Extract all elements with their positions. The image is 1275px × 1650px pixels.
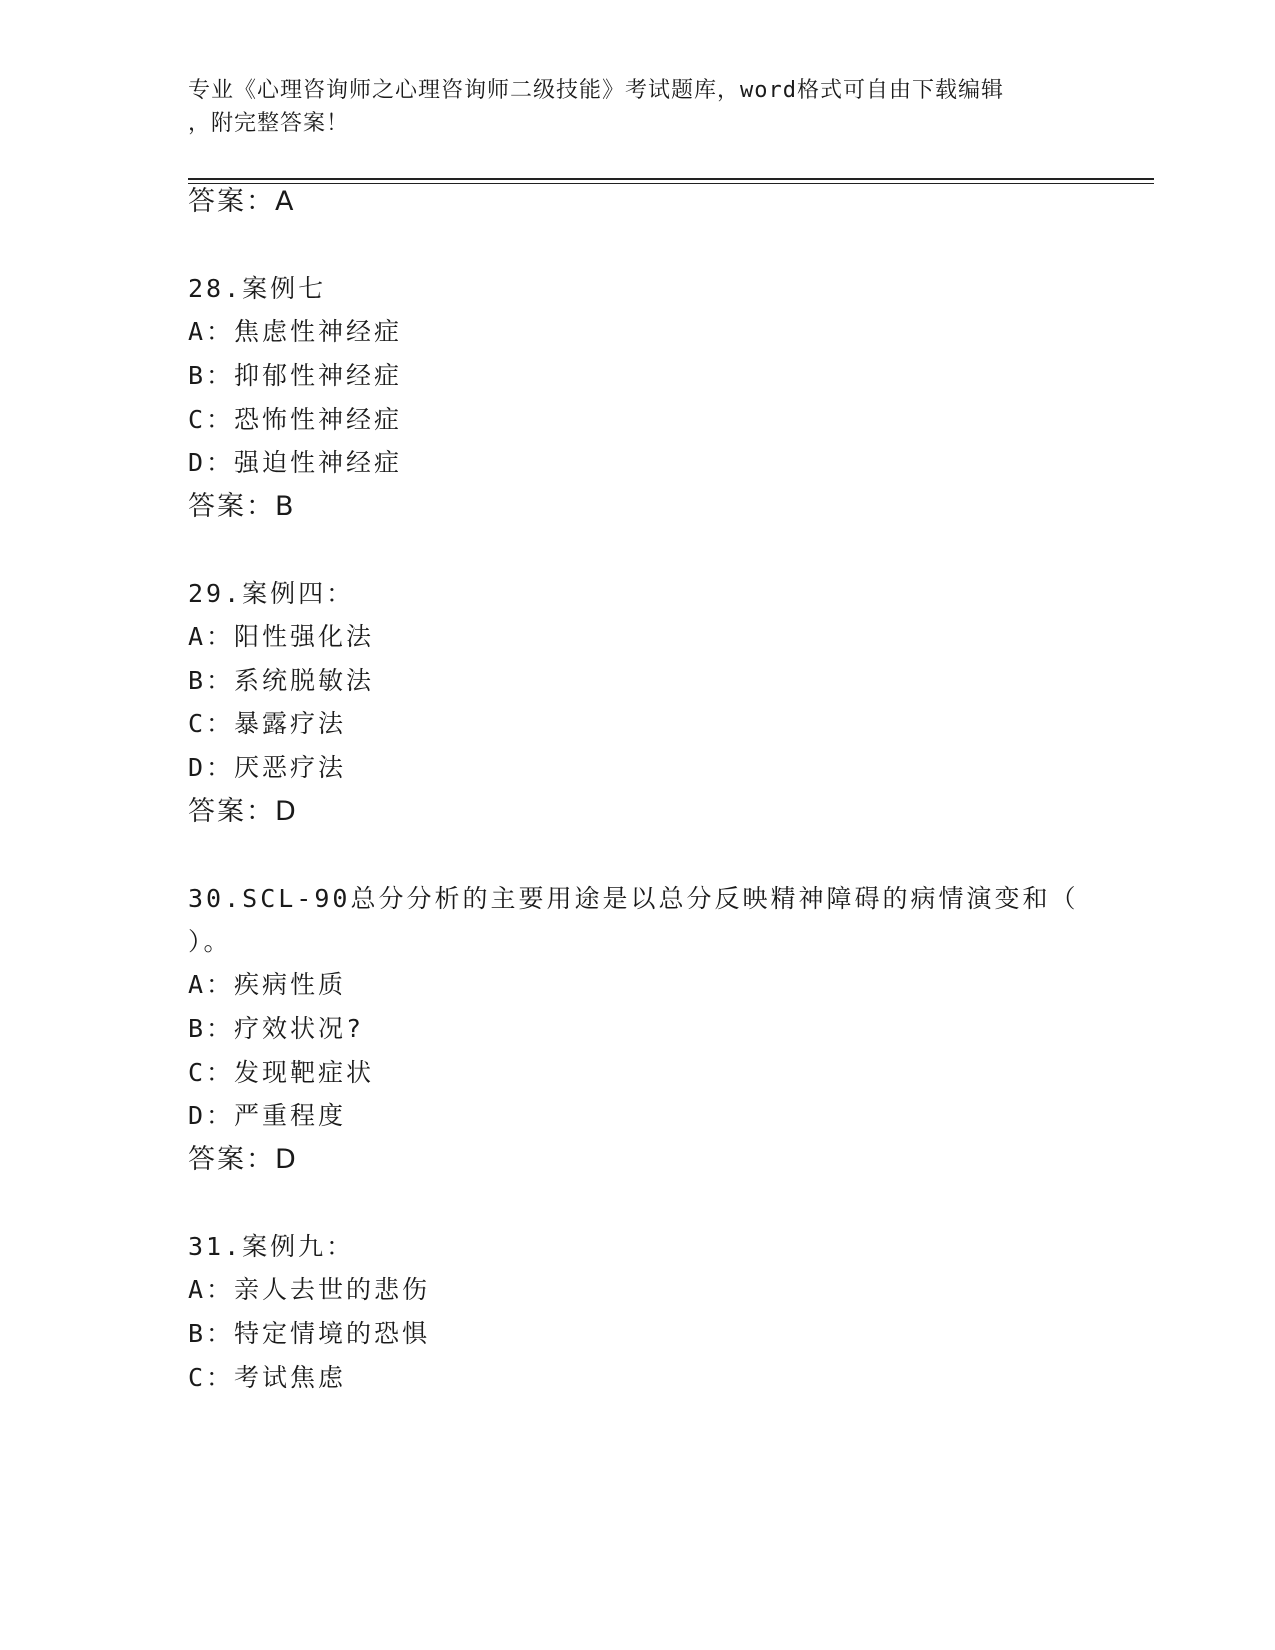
q29-option-d: D：厌恶疗法 (188, 753, 347, 782)
question-31: 31.案例九： (188, 1232, 355, 1261)
header-divider-thin (188, 183, 1154, 184)
question-30-line-2: ）。 (188, 927, 232, 956)
q30-option-b: B：疗效状况? (188, 1014, 365, 1043)
q28-option-d: D：强迫性神经症 (188, 448, 403, 477)
q30-option-a: A：疾病性质 (188, 970, 347, 999)
q30-answer: 答案：D (188, 1144, 298, 1175)
q29-option-a: A：阳性强化法 (188, 622, 375, 651)
q31-option-a: A：亲人去世的悲伤 (188, 1275, 431, 1304)
q28-answer: 答案：B (188, 491, 296, 522)
q29-option-b: B：系统脱敏法 (188, 666, 375, 695)
q28-option-a: A：焦虑性神经症 (188, 317, 403, 346)
q31-option-b: B：特定情境的恐惧 (188, 1319, 431, 1348)
document-header (188, 74, 1068, 140)
q31-option-c: C：考试焦虑 (188, 1363, 347, 1392)
q30-option-d: D：严重程度 (188, 1101, 347, 1130)
q28-option-c: C：恐怖性神经症 (188, 405, 403, 434)
question-29: 29.案例四： (188, 579, 355, 608)
q30-option-c: C：发现靶症状 (188, 1058, 375, 1087)
answer-prev: 答案：A (188, 186, 296, 217)
header-line-1: 专业《心理咨询师之心理咨询师二级技能》考试题库，word格式可自由下载编辑 (188, 78, 1004, 103)
header-line-2: ，附完整答案！ (188, 111, 350, 136)
question-28: 28.案例七 (188, 274, 327, 303)
q28-option-b: B：抑郁性神经症 (188, 361, 403, 390)
header-divider-thick (188, 178, 1154, 180)
question-30-line-1: 30.SCL-90总分分析的主要用途是以总分反映精神障碍的病情演变和（ (188, 884, 1079, 913)
q29-answer: 答案：D (188, 796, 298, 827)
q29-option-c: C：暴露疗法 (188, 709, 347, 738)
